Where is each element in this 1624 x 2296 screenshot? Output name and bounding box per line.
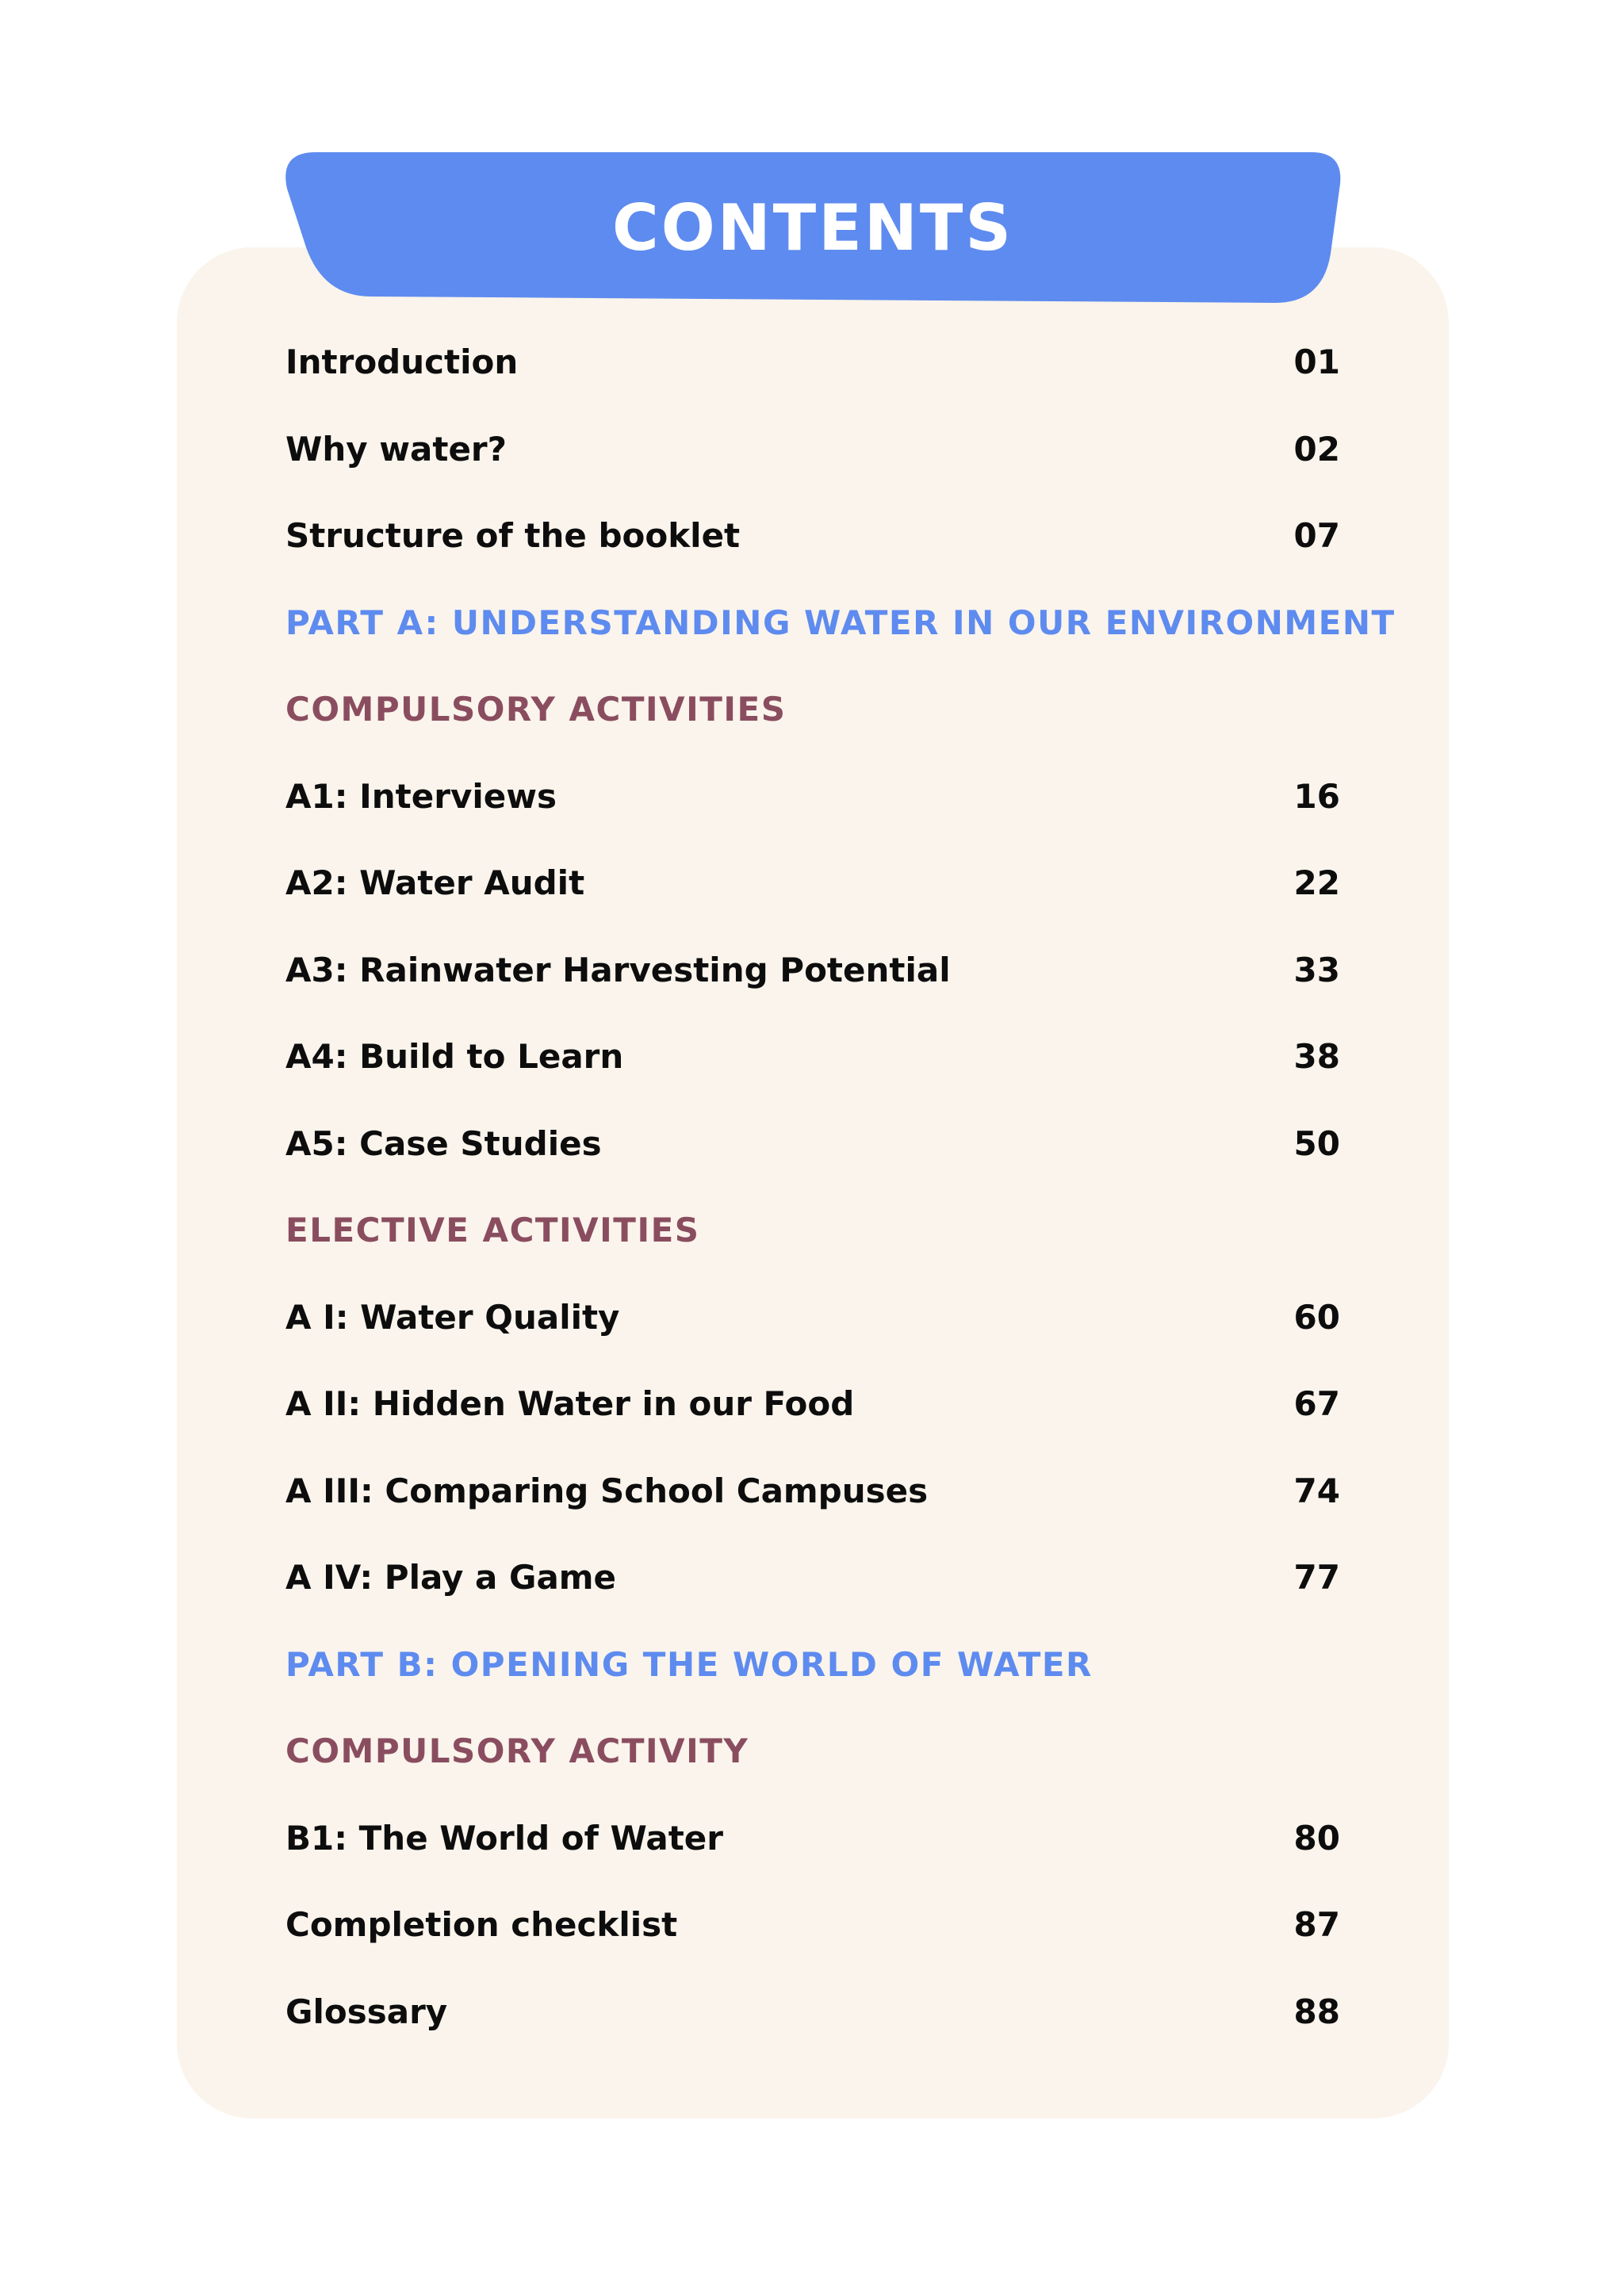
toc-row[interactable]: [285, 1013, 1340, 1100]
toc-part-heading: [285, 1621, 1340, 1709]
toc-page-number: 22: [1293, 863, 1340, 902]
toc-row[interactable]: [285, 927, 1340, 1014]
toc-part-heading: [285, 580, 1396, 667]
toc-entry-label: Structure of the booklet: [285, 516, 741, 555]
toc-page-number: 80: [1293, 1818, 1340, 1858]
toc-group-heading-label: ELECTIVE ACTIVITIES: [285, 1211, 700, 1249]
toc-row[interactable]: [285, 1100, 1340, 1188]
toc-group-heading: [285, 666, 1340, 753]
toc-row[interactable]: [285, 1448, 1340, 1535]
toc-page-number: 38: [1293, 1037, 1340, 1076]
toc-row[interactable]: [285, 1360, 1340, 1448]
toc-page-number: 88: [1293, 1992, 1340, 2031]
toc-entry-label: A2: Water Audit: [285, 863, 585, 902]
toc-row[interactable]: [285, 840, 1340, 927]
toc-entry-label: A I: Water Quality: [285, 1297, 620, 1337]
toc-entry-label: Completion checklist: [285, 1905, 678, 1944]
toc-row[interactable]: [285, 1274, 1340, 1361]
toc-group-heading: [285, 1708, 1340, 1795]
toc-group-heading-label: COMPULSORY ACTIVITIES: [285, 690, 787, 729]
toc-page-number: 77: [1293, 1558, 1340, 1597]
toc-entry-label: A II: Hidden Water in our Food: [285, 1384, 855, 1423]
toc-part-heading-label: PART A: UNDERSTANDING WATER IN OUR ENVIRONMENT: [285, 603, 1396, 642]
toc-row[interactable]: [285, 1534, 1340, 1621]
toc-page-number: 16: [1293, 776, 1340, 816]
toc-entry-label: A4: Build to Learn: [285, 1037, 624, 1076]
toc-entry-label: A5: Case Studies: [285, 1123, 602, 1163]
toc-page-number: 50: [1293, 1123, 1340, 1163]
contents-banner: [284, 152, 1342, 304]
toc-entry-label: A III: Comparing School Campuses: [285, 1471, 929, 1510]
toc-page-number: 60: [1293, 1297, 1340, 1337]
toc-row[interactable]: [285, 492, 1340, 580]
toc-group-heading: [285, 1187, 1340, 1274]
toc-row[interactable]: [285, 319, 1340, 406]
toc-entry-label: A1: Interviews: [285, 776, 557, 816]
toc-page-number: 33: [1293, 950, 1340, 989]
toc-entry-label: A3: Rainwater Harvesting Potential: [285, 950, 951, 989]
toc-entry-label: A IV: Play a Game: [285, 1558, 617, 1597]
toc-page-number: 67: [1293, 1384, 1340, 1423]
toc-row[interactable]: [285, 1881, 1340, 1969]
toc-entry-label: B1: The World of Water: [285, 1818, 723, 1858]
toc-part-heading-label: PART B: OPENING THE WORLD OF WATER: [285, 1644, 1093, 1684]
toc-row[interactable]: [285, 406, 1340, 493]
toc-page-number: 07: [1293, 516, 1340, 555]
toc-page-number: 02: [1293, 429, 1340, 469]
toc-entry-label: Why water?: [285, 429, 508, 469]
toc-page-number: 01: [1293, 342, 1340, 381]
toc-row[interactable]: [285, 753, 1340, 840]
table-of-contents: [285, 319, 1396, 2055]
page-title: CONTENTS: [611, 191, 1014, 265]
toc-page-number: 87: [1293, 1905, 1340, 1944]
toc-entry-label: Glossary: [285, 1992, 448, 2031]
toc-entry-label: Introduction: [285, 342, 519, 381]
toc-row[interactable]: [285, 1795, 1340, 1882]
toc-row[interactable]: [285, 1969, 1340, 2056]
toc-page-number: 74: [1293, 1471, 1340, 1510]
toc-group-heading-label: COMPULSORY ACTIVITY: [285, 1732, 749, 1770]
